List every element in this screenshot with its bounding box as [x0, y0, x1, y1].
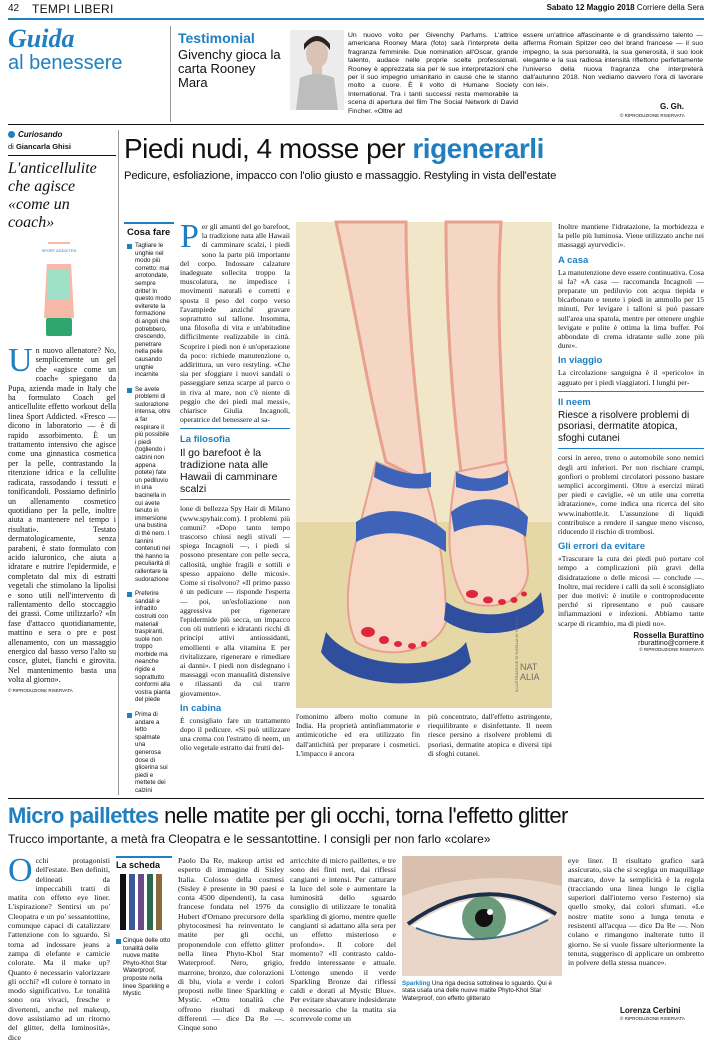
feet-sandals-illustration [296, 222, 552, 708]
piedi-rights: © RIPRODUZIONE RISERVATA [639, 646, 704, 652]
micro-col4: eye liner. Il risultato grafico sarà assicurato, sia che si sceglga un maquillage marcato, dove la semplicità è la regola (tracciando una linea lungo le ciglia superiori dall'interno verso l'esterno) sia quello smoky, dai colori sfumati. «Le nostre matite sono a lunga tenuta e resistenti all'acqua — dice Da Re —. Non colano e rimangono inalterate tutto il giorno. Se si vuole fissare ulteriormente la tenuta, suggerisco di applicare un ombretto in polvere della stessa nuance». [568, 856, 704, 968]
neem-title: Il neem [558, 396, 591, 408]
curiosando-kicker: Curiosando [8, 130, 116, 139]
casa-title: A casa [558, 254, 589, 266]
micro-col2: Paolo Da Re, makeup artist ed esperto di immagine di Sisley Italia. Colosso della cosmesi (Sisley è presente in 90 paesi e conta 4500 dipendenti), la casa francese fondata nel 1976 da Hubert d'Ornano precursore della phytocosmesi ha reinventato le matite per gli occhi, proponendole con effetto glitter nella linea Phyto-Khol Star Waterproof. Nero, grigio, marrone, bronzo, due colorazioni di blu, viola e verde i colori proposti nelle linee Sparkling e Mystic. «Otto tonalità che offrono risultati di makeup differenti — dice Da Re —. Cinque sono [178, 856, 284, 1033]
micro-col3: arricchite di micro paillettes, e tre sono dei finti neri, dai riflessi cangianti e intensi. Per catturare la luce del sole e aumentare la luminosità dello sguardo consiglio di utilizzare le tonalità sparkling di giorno, mentre quelle cangianti si adattano alla sera per un effetto misterioso e profondo». Il colore del momento? «Il contrasto caldo-freddo interessante e attuale. L'ottengo unendo il verde Sparkling Bronze dai riflessi caldi e dorati al Mystic Blue». Per evitare sbavature indesiderate è necessario che la matita sia scorrevole come un [290, 856, 396, 1024]
piedi-under-2: più concentrato, dall'effetto astringente, riequilibrante e disinfettante. Il neem riesce persino a risolvere problemi di psoriasi, dermatite atopica e diversi tipi di sfoghi cutanei. [428, 712, 552, 758]
curiosando-rights: © RIPRODUZIONE RISERVATA [8, 687, 73, 693]
list-item: Preferire sandali e infradito costruiti con materiali traspiranti, suole non troppo morbide ma neanche rigide e soprattutto conformi alla vostra pianta del piede [127, 590, 171, 704]
errori-title: Gli errori da evitare [558, 541, 646, 553]
list-item: Prima di andare a letto spalmate una generosa dose di glicerina sui piedi e mettete dei calzini [127, 711, 171, 795]
scheda-title: La scheda [116, 860, 161, 870]
testimonial-signature: G. Gh. [660, 102, 684, 111]
micro-rights: © RIPRODUZIONE RISERVATA [620, 1016, 685, 1021]
curiosando-body: Un nuovo allenatore? No, semplicemente un gel che «agisce come un coach» spiegano da Pupa, azienda made in Italy che ha formulato Coach gel anticellulite effetto workout della linea Sport Addicted. «Fresco — dicono in laboratorio — è di rapido assorbimento. È un trattamento intensivo che agisce come una ginnastica cosmetica per la pelle, contrastando la ritenzione idrica e la cellulite radicata, rassodando i tessuti e tonificandoli. Possiamo definirlo un allenamento cosmetico quotidiano per la pelle, inoltre aiuta a mantenere nel tempo i risultati». Testato dermatologicamente, senza parabeni, è stato formulato con acido ialuronico, che aiuta a idratare e nutrire l'epidermide, e completato dal mix di estratti vegetali che stimolano la lipolisi e sono utili nell'intervento di rallentamento dello stoccaggio dei grassi. Come utilizzarlo? «In fase d'attacco quotidianamente, mattino e sera o pre e post allenamento, con un massaggio energico dal basso verso l'alto su cosce, glutei, fianchi e girovita. Nel mantenimento basta una volta al giorno». [8, 342, 116, 685]
dot-icon [8, 131, 15, 138]
gel-tube-image [34, 240, 84, 342]
filosofia-title: La filosofia [180, 434, 231, 446]
piedi-under-1: l'omonimo albero molto comune in India. Ha proprietà antinfiammatorie e antimicotiche ed era utilizzato fin dall'antichità per preparare i cosmetici. L'impacco è ancora [296, 712, 420, 758]
list-item: Se avete problemi di sudorazione intensa, oltre a far respirare il più possibile i piedi (togliendo i calzini non appena potete) fate un pediluvio in una bacinella in cui avete tenuto in immersione una bustina di thè nero. I tannini contenuti nel thè hanno la peculiarità di rallentare la sudorazione [127, 386, 171, 583]
cabina-title: In cabina [180, 702, 222, 714]
eye-makeup-photo [402, 856, 562, 976]
cosa-fare-box [124, 222, 174, 794]
piedi-headline: Piedi nudi, 4 mosse per rigenerarli [124, 133, 544, 164]
scheda-caption: Cinque delle otto tonalità delle nuove matite Phyto-Khol Star Waterproof, proposte nella linee Sparkling e Mystic [116, 937, 172, 998]
svg-text:SPORT ADDICTED: SPORT ADDICTED [41, 248, 77, 253]
eye-pencils-image [116, 872, 170, 934]
curiosando-byline: di Giancarla Ghisi [8, 142, 71, 151]
piedi-col-r: Inoltre mantiene l'idratazione, la morbidezza e la pelle più luminosa. Viene utilizzato anche nei massaggi ayurvedici». A casa La manutenzione deve essere continuativa. Cosa si fa? «A casa — raccomanda Incagnoli — preparate un pediluvio con acqua tiepida e bicarbonato e tenete i piedi in ammollo per 15 minuti. Per levigare i talloni si può passare sull'area una spatola, mentre per ottenere unghie levigate e pulite è ottima la lima buffer. Poi abbondate di crema idratante sulle zone più dure». In viaggio La circolazione sanguigna è il «pericolo» in agguato per i piedi viaggiatori. I lunghi per- Il neem Riesce a risolvere problemi di psoriasi, dermatite atopica, sfoghi cutanei corsi in aereo, treno o automobile sono nemici degli arti inferiori. Per non rischiare crampi, gonfiori o problemi circolatori possono bastare semplici accorgimenti. Oltre a esercizi mirati per piedi e caviglie, «è un utile una corretta idratazione», come indica una ricerca del sito www.inabottle.it. L'assunzione di liquidi contribuisce a rendere il sangue meno viscoso, riducendo il rischio di trombosi. Gli errori da evitare «Trascurare la cura dei piedi può portare col tempo a complicazioni più gravi della disidratazione o delle micosi — conclude —. Inoltre, mai recidere i calli da soli è sconsigliato per due motivi: è inutile e controproducente perché si ripresentano e può causare infiammazioni e infezioni. Abbiamo tante scarpe di ricambio, ma di piedi no». Rossella Burattino rburattino@corriere.it © RIPRODUZIONE RISERVATA [558, 222, 704, 652]
illustration-signature: NAT ALIA [520, 662, 540, 682]
page-header [8, 3, 704, 19]
piedi-author: Rossella Burattino [633, 630, 704, 640]
testimonial-col2: essere un'attrice affascinante e di grandissimo talento —afferma Romain Spitzer ceo del brand francese — il suo impegno, la sua personalità, la sua generosità, il suo look elegante e la sua radiosa intensità riflettono perfettamente l'universo della nuova fragranza che interpreterà dall'autunno 2018. Non vediamo davvero l'ora di lavorare con lei». [523, 32, 703, 90]
micro-author: Lorenza Cerbini [620, 1006, 681, 1015]
viaggio-title: In viaggio [558, 355, 603, 367]
guida-title: Guida [8, 24, 75, 53]
header-date: Sabato 12 Maggio 2018 Corriere della Sera [546, 3, 704, 12]
curiosando-headline: L'anticellulite che agisce «come un coach» [8, 160, 97, 231]
piedi-email: rburattino@corriere.it [638, 639, 704, 647]
curiosando-block [8, 130, 116, 693]
scheda-box [116, 856, 172, 1018]
micro-headline: Micro paillettes nelle matite per gli occhi, torna l'effetto glitter [8, 803, 568, 828]
micro-col1: Occhi protagonisti dell'estate. Ben definiti, delineati da impeccabili tratti di matita con effetto eye liner. L'ispirazione? Sentirsi un po' Cleopatra e un po' sessantottine, comunque capaci di catalizzare l'attenzione con lo sguardo. Si torna ad indossare jeans a zampa di elefante e camicie colorate. Ma il make up? Quanto è necessario valorizzare gli occhi? «Il colore è tornato in modo significativo. Le tonalità sono ora vivaci, fresche e divertenti, anche nel makeup, dove assistiamo ad un ritorno del glitter, della luminosità», dice [8, 852, 110, 1042]
piedi-col-a: Per gli amanti del go barefoot, la tradizione nata alle Hawaii di camminare scalzi, i piedi sono la parte più importante del corpo. Indossare calzature inadeguate sollecita troppo la muscolatura, ne impedisce i movimenti naturali e corretti e sposta il peso del corpo verso l'avampiede anziché gravare soprattutto sul tallone. Insomma, una filosofia di vita e un'abitudine difficilmente realizzabile in città. Scoprire i piedi non è un'operazione da poco: richiede manutenzione o, addirittura, un vero restyling. «Che sia per sfoggiare i nuovi sandali o passeggiare senza scarpe al parco o in riva al mare, non c'è niente di peggio che dei piedi mal messi», chiarisce Giulia Incagnoli, operatrice del benessere al sa- La filosofia Il go barefoot è la tradizione nata alle Hawaii di camminare scalzi lone di bellezza Spy Hair di Milano (www.spyhair.com). I problemi più comuni? «Dopo tanto tempo trascorso chiusi negli stivali — spiega Incagnoli —, i piedi si possono presentare con pelle secca, callosità, unghie fragili e sottili e spesso appaiono delle micosi». Come si risolvono? «Il primo passo è un pedicure — risponde l'esperta — poi, un'esfoliazione non aggressiva per rigenerare l'epidermide più secca, un impacco con oli nutrienti e idratanti ricchi di principi attivi antiossidanti, emollienti e alla vitamina E per rivitalizzare, rigenerare e rimediare ai danni». I piedi non disdegnano i massaggi «con manualità distensive e rilassanti da cui trarre giovamento». In cabina È consigliato fare un trattamento dopo il pedicure. «Si può utilizzare una crema con l'estratto di neem, un olio vegetale estratto dai frutti del- [180, 218, 290, 753]
guida-block [8, 26, 123, 74]
cabina-text: È consigliato fare un trattamento dopo il pedicure. «Si può utilizzare una crema con l'estratto di neem, un olio vegetale estratto dai frutti del- [180, 715, 290, 753]
photo-caption: Sparkling Una riga decisa sottolinea lo sguardo. Qui è stata usata una delle nuove matite Phyto-Khol Star Waterproof, con effetto glitterato [402, 980, 552, 1002]
cosa-fare-title: Cosa fare [127, 227, 171, 238]
list-item: Tagliare le unghie nel modo più corretto: mai arrotondate, sempre dritte! In questo modo eviterete la formazione di angoli che potrebbero, crescendo, penetrare nella pelle causando unghie incarnite [127, 242, 171, 379]
neem-quote: Riesce a risolvere problemi di psoriasi, dermatite atopica, sfoghi cutanei [558, 409, 690, 444]
piedi-col-a-bottom: lone di bellezza Spy Hair di Milano (www.spyhair.com). I problemi più comuni? «Dopo tanto tempo trascorso chiusi negli stivali — spiega Incagnoli —, i piedi si possono presentare con pelle secca, callosità, unghie fragili e sottili e spesso appaiono delle micosi». Come si risolvono? «Il primo passo è un pedicure — risponde l'esperta — poi, un'esfoliazione non aggressiva per rigenerare l'epidermide più secca, un impacco con oli nutrienti e idratanti ricchi di principi attivi antiossidanti, emollienti e alla vitamina E per rivitalizzare, rigenerare e rimediare ai danni». I piedi non disdegnano i massaggi «con manualità distensive e rilassanti da cui trarre giovamento». [180, 504, 290, 698]
testimonial-headline: Givenchy gioca la carta Rooney Mara [178, 47, 281, 90]
testimonial-kicker: Testimonial [178, 30, 255, 46]
testimonial-rights: © RIPRODUZIONE RISERVATA [620, 113, 685, 118]
testimonial-col1: Un nuovo volto per Givenchy Parfums. L'attrice americana Rooney Mara (foto) sarà l'interprete della fragranza femminile. Due nomination all'Oscar, grande talento, audace nelle proprie scelte professionali. Rooney è apprezzata sia per le sue interpretazioni che per il suo impegno umanitario in cause che le stanno molto a cuore. È il volto di Humane Society International. Tra i tanti successi resta memorabile la scena di apertura del film The Social Network di David Fincher. «Oltre ad [348, 32, 518, 115]
testimonial-block [178, 30, 286, 90]
illustration-credit: ILLUSTRAZIONE DI NATALIA DI GRAZIA [514, 617, 519, 692]
filosofia-quote: Il go barefoot è la tradizione nata alle Hawaii di camminare scalzi [180, 447, 278, 496]
micro-deck: Trucco importante, a metà fra Cleopatra e le sessantottine. I consigli per non farlo «colare» [8, 832, 491, 846]
section-title: TEMPI LIBERI [32, 2, 114, 16]
photo-rooney-mara [290, 30, 344, 110]
guida-subtitle: al benessere [8, 52, 123, 74]
page-number: 42 [8, 3, 20, 14]
piedi-deck: Pedicure, esfoliazione, impacco con l'olio giusto e massaggio. Restyling in vista dell'estate [124, 170, 557, 182]
